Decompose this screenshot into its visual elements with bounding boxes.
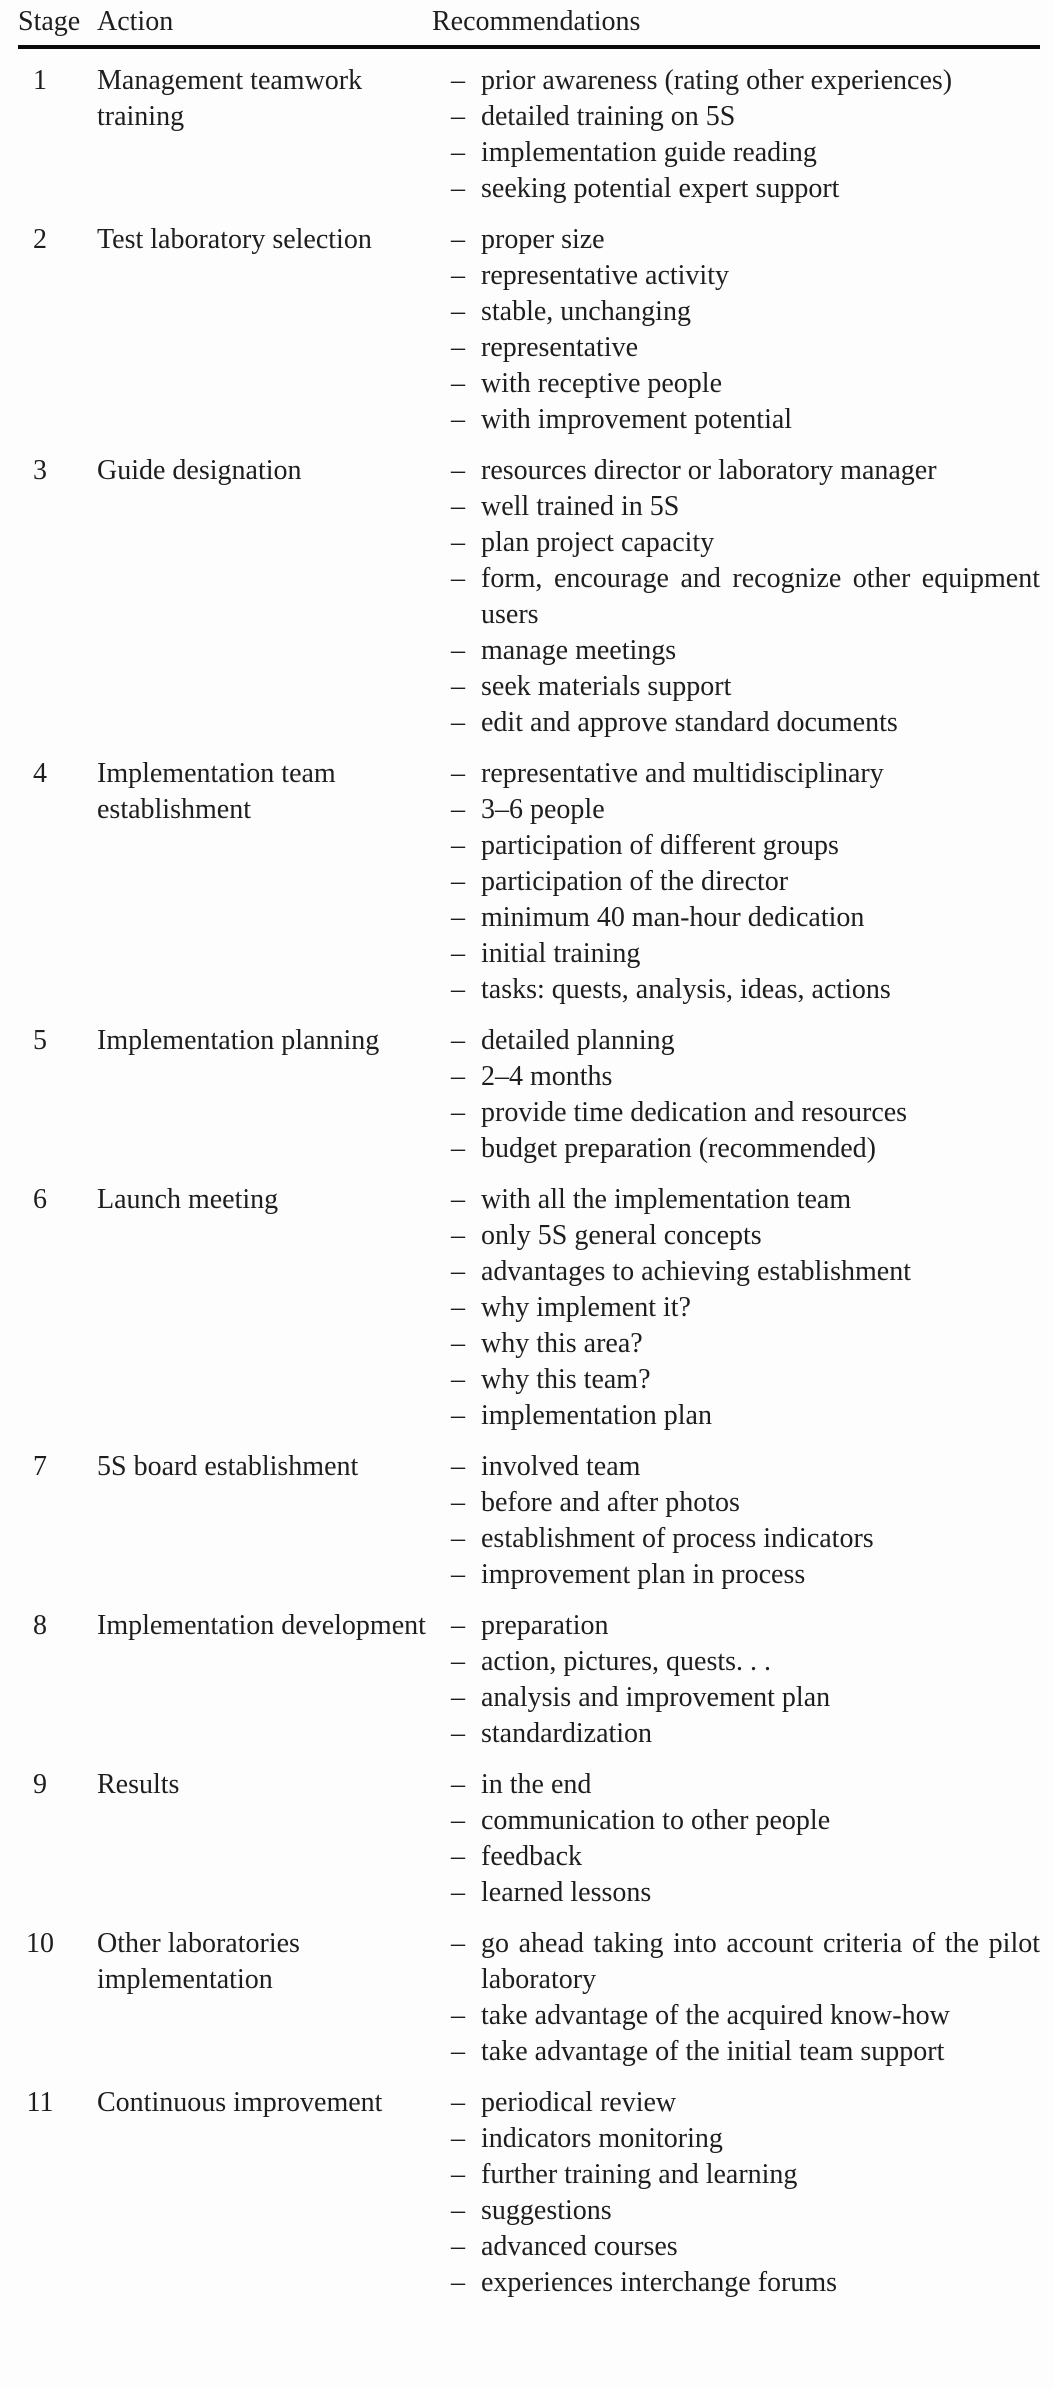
action-label: Guide designation xyxy=(97,455,302,486)
recommendation-text: take advantage of the initial team support xyxy=(481,2036,945,2067)
stage-number: 10 xyxy=(26,1928,54,1959)
dash-bullet: – xyxy=(451,2195,465,2226)
dash-bullet: – xyxy=(451,1097,465,1128)
recommendation-text: analysis and improvement plan xyxy=(481,1682,831,1713)
recommendation-item xyxy=(451,792,1040,828)
stage-number: 11 xyxy=(26,2087,54,2118)
recommendation-item xyxy=(451,1449,1040,1485)
dash-bullet: – xyxy=(451,2123,465,2154)
action-label: Test laboratory selection xyxy=(97,224,372,255)
recommendations-list xyxy=(451,1608,1040,1752)
dash-bullet: – xyxy=(451,1718,465,1749)
action-label: Results xyxy=(97,1769,180,1800)
recommendation-text: in the end xyxy=(481,1769,592,1800)
stage-number: 6 xyxy=(33,1184,47,1215)
recommendation-item xyxy=(451,1182,1040,1218)
recommendation-item xyxy=(451,561,1040,633)
recommendation-text: establishment of process indicators xyxy=(481,1523,874,1554)
column-header-recommendations: Recommendations xyxy=(432,6,641,37)
action-label: Launch meeting xyxy=(97,1184,279,1215)
recommendation-item xyxy=(451,1398,1040,1434)
dash-bullet: – xyxy=(451,1682,465,1713)
recommendation-text: take advantage of the acquired know-how xyxy=(481,2000,950,2031)
action-label: Continuous improvement xyxy=(97,2087,383,2118)
column-header-stage: Stage xyxy=(18,6,81,37)
recommendation-text: detailed training on 5S xyxy=(481,101,736,132)
dash-bullet: – xyxy=(451,2036,465,2067)
dash-bullet: – xyxy=(451,758,465,789)
stage-number: 3 xyxy=(33,455,47,486)
column-header-action: Action xyxy=(97,6,174,37)
dash-bullet: – xyxy=(451,137,465,168)
recommendation-text: with receptive people xyxy=(481,368,723,399)
recommendation-item xyxy=(451,2229,1040,2265)
action-label: Management teamwork training xyxy=(97,65,363,132)
table-row xyxy=(18,2085,1040,2301)
dash-bullet: – xyxy=(451,2267,465,2298)
recommendation-text: stable, unchanging xyxy=(481,296,691,327)
table-row xyxy=(18,1608,1040,1752)
dash-bullet: – xyxy=(451,224,465,255)
recommendation-text: manage meetings xyxy=(481,635,677,666)
recommendation-item xyxy=(451,864,1040,900)
table-row xyxy=(18,756,1040,1008)
recommendation-item xyxy=(451,1362,1040,1398)
recommendation-text: 3–6 people xyxy=(481,794,605,825)
recommendation-item xyxy=(451,972,1040,1008)
action-label: Implementation team establishment xyxy=(97,758,336,825)
recommendation-text: go ahead taking into account criteria of the pilot laboratory xyxy=(481,1928,1040,1995)
stage-number: 4 xyxy=(33,758,47,789)
recommendation-text: prior awareness (rating other experiences) xyxy=(481,65,953,96)
action-label: Implementation development xyxy=(97,1610,426,1641)
recommendation-text: participation of the director xyxy=(481,866,789,897)
dash-bullet: – xyxy=(451,830,465,861)
dash-bullet: – xyxy=(451,101,465,132)
recommendation-item xyxy=(451,1767,1040,1803)
dash-bullet: – xyxy=(451,2087,465,2118)
recommendation-item xyxy=(451,1998,1040,2034)
recommendation-item xyxy=(451,1716,1040,1752)
dash-bullet: – xyxy=(451,296,465,327)
action-label: Other laboratories implementation xyxy=(97,1928,300,1995)
dash-bullet: – xyxy=(451,563,465,594)
recommendation-item xyxy=(451,936,1040,972)
recommendation-item xyxy=(451,1326,1040,1362)
recommendation-text: seek materials support xyxy=(481,671,732,702)
recommendation-text: implementation plan xyxy=(481,1400,712,1431)
dash-bullet: – xyxy=(451,1805,465,1836)
recommendation-item xyxy=(451,63,1040,99)
recommendations-list xyxy=(451,63,1040,207)
recommendations-list xyxy=(451,453,1040,741)
dash-bullet: – xyxy=(451,1400,465,1431)
dash-bullet: – xyxy=(451,491,465,522)
dash-bullet: – xyxy=(451,173,465,204)
stage-number: 5 xyxy=(33,1025,47,1056)
recommendation-text: preparation xyxy=(481,1610,609,1641)
recommendation-item xyxy=(451,756,1040,792)
recommendation-text: seeking potential expert support xyxy=(481,173,840,204)
stage-number: 7 xyxy=(33,1451,47,1482)
stage-number: 9 xyxy=(33,1769,47,1800)
dash-bullet: – xyxy=(451,1328,465,1359)
recommendation-item xyxy=(451,669,1040,705)
recommendation-text: before and after photos xyxy=(481,1487,740,1518)
recommendation-item xyxy=(451,489,1040,525)
recommendation-item xyxy=(451,705,1040,741)
dash-bullet: – xyxy=(451,404,465,435)
recommendation-item xyxy=(451,366,1040,402)
table-row xyxy=(18,1926,1040,2070)
dash-bullet: – xyxy=(451,1769,465,1800)
recommendation-text: involved team xyxy=(481,1451,641,1482)
recommendation-text: initial training xyxy=(481,938,641,969)
recommendation-text: why this team? xyxy=(481,1364,651,1395)
recommendation-text: why this area? xyxy=(481,1328,643,1359)
recommendation-item xyxy=(451,1095,1040,1131)
recommendation-item xyxy=(451,900,1040,936)
table-row xyxy=(18,1023,1040,1167)
recommendation-text: only 5S general concepts xyxy=(481,1220,762,1251)
recommendation-text: representative activity xyxy=(481,260,729,291)
recommendation-item xyxy=(451,633,1040,669)
recommendation-text: suggestions xyxy=(481,2195,612,2226)
recommendation-text: form, encourage and recognize other equipment users xyxy=(481,563,1040,630)
recommendation-item xyxy=(451,1131,1040,1167)
dash-bullet: – xyxy=(451,1133,465,1164)
dash-bullet: – xyxy=(451,1646,465,1677)
recommendation-text: action, pictures, quests. . . xyxy=(481,1646,772,1677)
dash-bullet: – xyxy=(451,2000,465,2031)
dash-bullet: – xyxy=(451,455,465,486)
recommendation-text: standardization xyxy=(481,1718,653,1749)
table-row xyxy=(18,63,1040,207)
recommendations-list xyxy=(451,2085,1040,2301)
recommendation-item xyxy=(451,453,1040,489)
recommendations-list xyxy=(451,1023,1040,1167)
recommendation-item xyxy=(451,1803,1040,1839)
dash-bullet: – xyxy=(451,1451,465,1482)
recommendation-text: detailed planning xyxy=(481,1025,675,1056)
dash-bullet: – xyxy=(451,707,465,738)
table-row xyxy=(18,1182,1040,1434)
dash-bullet: – xyxy=(451,1841,465,1872)
recommendations-list xyxy=(451,756,1040,1008)
recommendation-text: tasks: quests, analysis, ideas, actions xyxy=(481,974,891,1005)
table-body xyxy=(18,49,1040,2301)
recommendation-text: improvement plan in process xyxy=(481,1559,806,1590)
dash-bullet: – xyxy=(451,1487,465,1518)
recommendation-text: representative and multidisciplinary xyxy=(481,758,884,789)
recommendation-text: periodical review xyxy=(481,2087,677,2118)
recommendation-item xyxy=(451,1839,1040,1875)
table-row xyxy=(18,222,1040,438)
recommendation-text: well trained in 5S xyxy=(481,491,680,522)
recommendation-text: experiences interchange forums xyxy=(481,2267,838,2298)
action-label: 5S board establishment xyxy=(97,1451,359,1482)
recommendation-item xyxy=(451,1926,1040,1998)
recommendation-item xyxy=(451,171,1040,207)
recommendation-text: with all the implementation team xyxy=(481,1184,852,1215)
recommendation-item xyxy=(451,258,1040,294)
dash-bullet: – xyxy=(451,65,465,96)
dash-bullet: – xyxy=(451,368,465,399)
recommendation-item xyxy=(451,1608,1040,1644)
recommendation-text: communication to other people xyxy=(481,1805,831,1836)
dash-bullet: – xyxy=(451,1559,465,1590)
dash-bullet: – xyxy=(451,1523,465,1554)
recommendation-text: resources director or laboratory manager xyxy=(481,455,937,486)
dash-bullet: – xyxy=(451,938,465,969)
recommendation-item xyxy=(451,1254,1040,1290)
recommendation-item xyxy=(451,402,1040,438)
action-label: Implementation planning xyxy=(97,1025,380,1056)
recommendations-list xyxy=(451,1449,1040,1593)
recommendation-item xyxy=(451,1557,1040,1593)
dash-bullet: – xyxy=(451,866,465,897)
recommendations-list xyxy=(451,222,1040,438)
recommendation-item xyxy=(451,828,1040,864)
recommendation-item xyxy=(451,2121,1040,2157)
table-row xyxy=(18,453,1040,741)
dash-bullet: – xyxy=(451,1928,465,1959)
recommendation-text: participation of different groups xyxy=(481,830,839,861)
recommendation-item xyxy=(451,135,1040,171)
recommendation-item xyxy=(451,330,1040,366)
recommendation-item xyxy=(451,1023,1040,1059)
recommendation-item xyxy=(451,2265,1040,2301)
dash-bullet: – xyxy=(451,527,465,558)
recommendation-text: with improvement potential xyxy=(481,404,793,435)
stage-number: 1 xyxy=(33,65,47,96)
recommendation-item xyxy=(451,1218,1040,1254)
recommendation-text: advantages to achieving establishment xyxy=(481,1256,911,1287)
recommendation-text: minimum 40 man-hour dedication xyxy=(481,902,865,933)
dash-bullet: – xyxy=(451,671,465,702)
dash-bullet: – xyxy=(451,794,465,825)
dash-bullet: – xyxy=(451,1184,465,1215)
recommendation-item xyxy=(451,2157,1040,2193)
table-row xyxy=(18,1449,1040,1593)
recommendations-list xyxy=(451,1182,1040,1434)
recommendation-item xyxy=(451,2034,1040,2070)
recommendation-text: 2–4 months xyxy=(481,1061,613,1092)
dash-bullet: – xyxy=(451,635,465,666)
recommendation-text: why implement it? xyxy=(481,1292,691,1323)
recommendation-text: provide time dedication and resources xyxy=(481,1097,908,1128)
stage-number: 8 xyxy=(33,1610,47,1641)
recommendation-item xyxy=(451,525,1040,561)
recommendations-list xyxy=(451,1767,1040,1911)
recommendation-text: learned lessons xyxy=(481,1877,652,1908)
recommendation-item xyxy=(451,2085,1040,2121)
dash-bullet: – xyxy=(451,2159,465,2190)
recommendation-text: further training and learning xyxy=(481,2159,798,2190)
dash-bullet: – xyxy=(451,1610,465,1641)
recommendation-item xyxy=(451,222,1040,258)
recommendation-item xyxy=(451,1059,1040,1095)
recommendation-text: budget preparation (recommended) xyxy=(481,1133,876,1164)
table-row xyxy=(18,1767,1040,1911)
recommendation-text: representative xyxy=(481,332,639,363)
dash-bullet: – xyxy=(451,1877,465,1908)
recommendation-item xyxy=(451,1290,1040,1326)
dash-bullet: – xyxy=(451,2231,465,2262)
recommendation-text: feedback xyxy=(481,1841,583,1872)
dash-bullet: – xyxy=(451,902,465,933)
recommendation-item xyxy=(451,1521,1040,1557)
recommendation-item xyxy=(451,1875,1040,1911)
dash-bullet: – xyxy=(451,1364,465,1395)
dash-bullet: – xyxy=(451,1292,465,1323)
recommendation-item xyxy=(451,1644,1040,1680)
recommendation-item xyxy=(451,1485,1040,1521)
table-header-row xyxy=(18,0,1040,49)
dash-bullet: – xyxy=(451,260,465,291)
recommendation-text: indicators monitoring xyxy=(481,2123,723,2154)
recommendation-item xyxy=(451,99,1040,135)
dash-bullet: – xyxy=(451,1025,465,1056)
recommendation-item xyxy=(451,2193,1040,2229)
stage-number: 2 xyxy=(33,224,47,255)
dash-bullet: – xyxy=(451,1061,465,1092)
dash-bullet: – xyxy=(451,332,465,363)
recommendation-text: plan project capacity xyxy=(481,527,715,558)
recommendation-item xyxy=(451,1680,1040,1716)
recommendation-text: proper size xyxy=(481,224,605,255)
recommendation-item xyxy=(451,294,1040,330)
dash-bullet: – xyxy=(451,974,465,1005)
recommendation-text: advanced courses xyxy=(481,2231,678,2262)
recommendations-list xyxy=(451,1926,1040,2070)
dash-bullet: – xyxy=(451,1220,465,1251)
recommendation-text: implementation guide reading xyxy=(481,137,817,168)
dash-bullet: – xyxy=(451,1256,465,1287)
recommendation-text: edit and approve standard documents xyxy=(481,707,898,738)
